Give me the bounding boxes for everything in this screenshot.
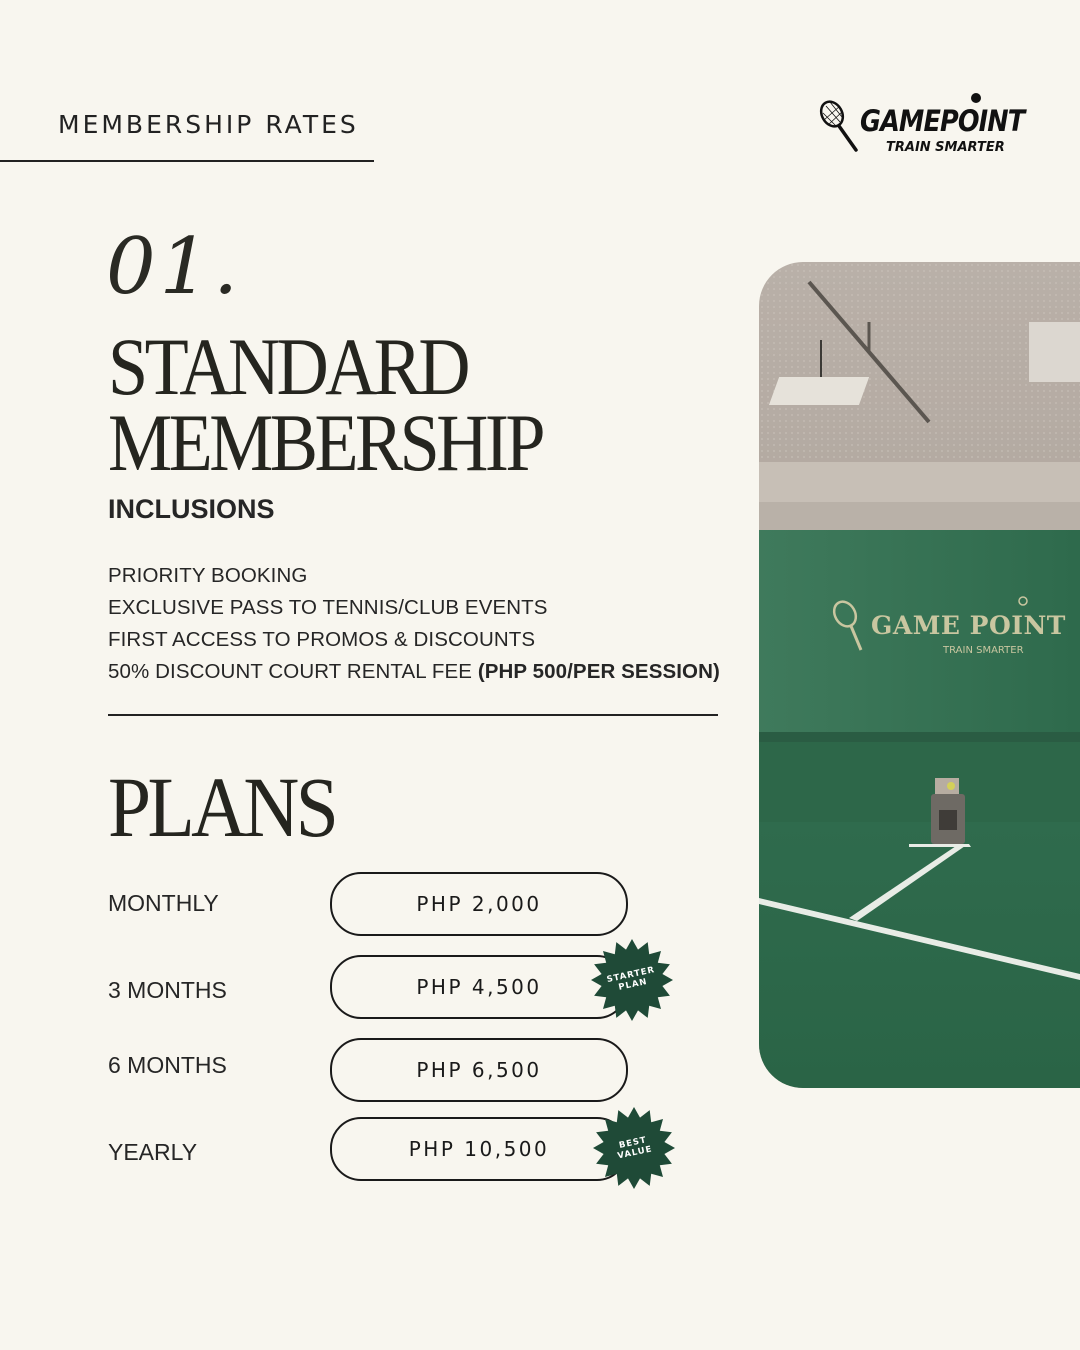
court-photo xyxy=(759,262,1080,1088)
best-value-badge xyxy=(592,1106,676,1190)
plan-price-button[interactable]: PHP 4,500 xyxy=(330,955,628,1019)
membership-title-line-2: MEMBERSHIP xyxy=(108,397,542,488)
inclusion-item-discount xyxy=(108,656,720,688)
logo-wordmark: GAMEPOINT xyxy=(860,104,1025,138)
brand-logo xyxy=(818,92,1038,162)
inclusion-item: FIRST ACCESS TO PROMOS & DISCOUNTS xyxy=(108,628,536,651)
membership-title-line-1: STANDARD xyxy=(108,321,467,412)
inclusion-item: EXCLUSIVE PASS TO TENNIS/CLUB EVENTS xyxy=(108,596,548,619)
plan-price-button[interactable]: PHP 10,500 xyxy=(330,1117,628,1181)
header-divider xyxy=(0,160,374,162)
wall-sign-text: GAME POINT xyxy=(871,611,1066,640)
tennis-ball-icon xyxy=(970,92,982,104)
logo-tagline: TRAIN SMARTER xyxy=(886,140,1005,155)
plan-price-button[interactable]: PHP 2,000 xyxy=(330,872,628,936)
tennis-racket-icon xyxy=(818,92,864,156)
membership-number: 01. xyxy=(106,222,243,312)
plan-row-6-months xyxy=(0,1038,700,1104)
plan-label: MONTHLY xyxy=(108,890,219,916)
discount-text: 50% DISCOUNT COURT RENTAL FEE xyxy=(108,660,473,683)
page-section-title: MEMBERSHIP RATES xyxy=(58,110,359,139)
plan-label: YEARLY xyxy=(108,1139,198,1165)
starter-plan-badge xyxy=(590,938,674,1022)
badge-label: STARTER PLAN xyxy=(605,965,657,993)
discount-price-note: (PHP 500/PER SESSION) xyxy=(477,660,720,683)
section-divider xyxy=(108,714,718,716)
plan-row-monthly xyxy=(0,872,700,938)
inclusions-list xyxy=(108,560,720,688)
plan-label: 3 MONTHS xyxy=(108,977,227,1003)
plan-price-button[interactable]: PHP 6,500 xyxy=(330,1038,628,1102)
plans-heading: PLANS xyxy=(108,759,336,855)
plan-label: 6 MONTHS xyxy=(108,1052,227,1078)
badge-label: BEST VALUE xyxy=(616,1135,654,1162)
inclusions-heading: INCLUSIONS xyxy=(108,494,275,524)
inclusion-item: PRIORITY BOOKING xyxy=(108,564,308,587)
court-photo-image xyxy=(759,262,1080,1088)
wall-sign-tagline: TRAIN SMARTER xyxy=(943,645,1024,656)
